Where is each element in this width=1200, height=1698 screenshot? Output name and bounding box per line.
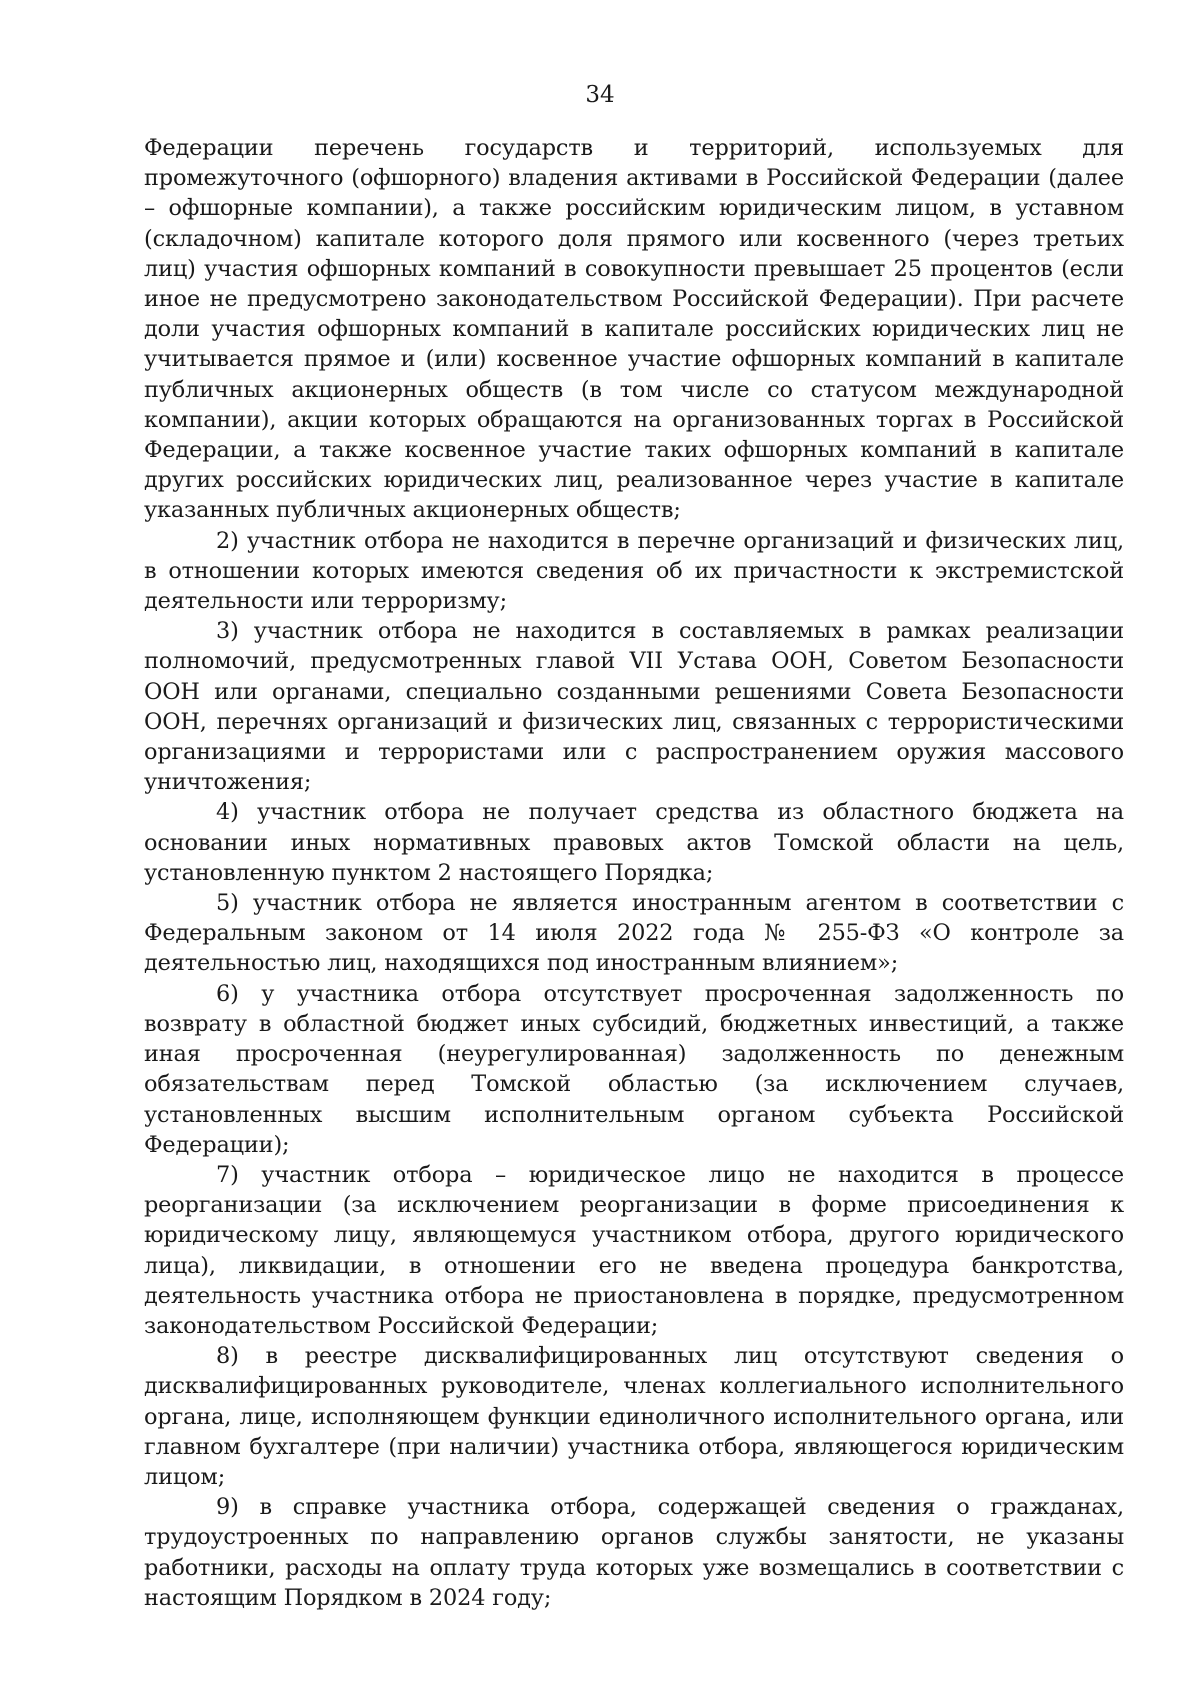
page-number: 34: [585, 82, 615, 108]
paragraph-item-4: 4) участник отбора не получает средства из областного бюджета на основании иных нормативных правовых актов Томской области на цель, установленную пунктом 2 настоящего Порядка;: [144, 799, 1124, 886]
paragraph-item-2: 2) участник отбора не находится в перечне организаций и физических лиц, в отношении которых имеются сведения об их причастности к экстремистской деятельности или терроризму;: [144, 527, 1124, 615]
paragraph-item-3: 3) участник отбора не находится в составляемых в рамках реализации полномочий, предусмотренных главой VII Устава ООН, Советом Безопасности ООН или органами, специально созданными решениями Совета Безопасности ООН, перечнях организаций и физических лиц, связанных с террористическими организациями и террористами или с распространением оружия массового уничтожения;: [144, 618, 1124, 796]
paragraph-item-8: 8) в реестре дисквалифицированных лиц отсутствуют сведения о дисквалифицированных руководителе, членах коллегиального исполнительного органа, лице, исполняющем функции единоличного исполнительного органа, или главном бухгалтере (при наличии) участника отбора, являющегося юридическим лицом;: [144, 1343, 1124, 1490]
paragraph-item-5: 5) участник отбора не является иностранным агентом в соответствии с Федеральным законом от 14 июля 2022 года № 255-ФЗ «О контроле за деятельностью лиц, находящихся под иностранным влиянием»;: [144, 890, 1124, 977]
paragraph-item-6: 6) у участника отбора отсутствует просроченная задолженность по возврату в областной бюджет иных субсидий, бюджетных инвестиций, а также иная просроченная (неурегулированная) задолженность по денежным обязательствам перед Томской областью (за исключением случаев, установленных высшим исполнительным органом субъекта Российской Федерации);: [144, 980, 1124, 1158]
paragraph-continuation: Федерации перечень государств и территорий, используемых для промежуточного (офшорного) владения активами в Российской Федерации (далее – офшорные компании), а также российским юридическим лицом, в уставном (складочном) капитале которого доля прямого или косвенного (через третьих лиц) участия офшорных компаний в совокупности превышает 25 процентов (если иное не предусмотрено законодательством Российской Федерации). При расчете доли участия офшорных компаний в капитале российских юридических лиц не учитывается прямое и (или) косвенное участие офшорных компаний в капитале публичных акционерных обществ (в том числе со статусом международной компании), акции которых обращаются на организованных торгах в Российской Федерации, а также косвенное участие таких офшорных компаний в капитале других российских юридических лиц, реализованное через участие в капитале указанных публичных акционерных обществ;: [144, 135, 1124, 524]
document-body: [144, 133, 1124, 1613]
paragraph-item-7: 7) участник отбора – юридическое лицо не находится в процессе реорганизации (за исключением реорганизации в форме присоединения к юридическому лицу, являющемуся участником отбора, другого юридического лица), ликвидации, в отношении его не введена процедура банкротства, деятельность участника отбора не приостановлена в порядке, предусмотренном законодательством Российской Федерации;: [144, 1161, 1124, 1339]
paragraph-item-9: 9) в справке участника отбора, содержащей сведения о гражданах, трудоустроенных по направлению органов службы занятости, не указаны работники, расходы на оплату труда которых уже возмещались в соответствии с настоящим Порядком в 2024 году;: [144, 1494, 1124, 1611]
